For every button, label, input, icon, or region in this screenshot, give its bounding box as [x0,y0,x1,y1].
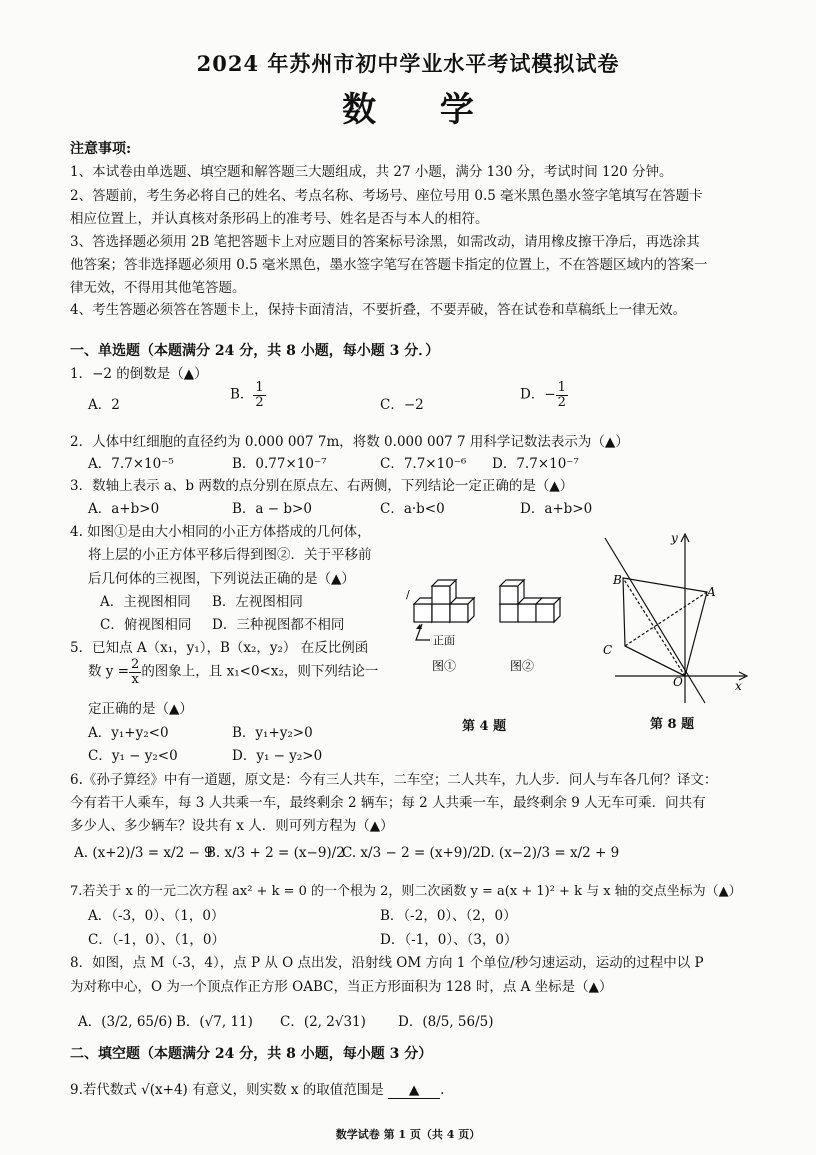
ray-om [605,538,705,703]
q6-option-c: C. x/3 − 2 = (x+9)/2 [342,845,481,861]
point-a-label: A [707,585,716,599]
figure-4-cubes [400,560,590,690]
section-heading-fill-in: 二、填空题（本题满分 24 分，共 8 小题，每小题 3 分） [70,1046,433,1062]
point-b-label: B [613,573,622,587]
answer-blank: ▲ [388,1082,440,1099]
q2-option-a: A．7.7×10⁻⁵ [88,456,174,472]
question-4-line: 4. 如图①是由大小相同的小正方体搭成的几何体， [70,524,371,540]
q5-option-b: B．y₁+y₂>0 [232,725,313,741]
figure-4-caption: 第 4 题 [462,719,507,734]
q5-option-d: D．y₁ − y₂>0 [232,748,323,764]
q8-option-d: D．(8/5, 56/5) [398,1014,494,1030]
notice-line: 1、本试卷由单选题、填空题和解答题三大题组成，共 27 小题，满分 130 分，考试时间 120 分钟。 [70,164,673,180]
q7-option-d: D．（-1，0）、（3，0） [380,932,518,948]
q4-option-a: A．主视图相同 [100,594,191,610]
origin-label: O [673,675,683,689]
q7-option-a: A．（-3，0）、（1，0） [88,908,225,924]
q1-option-c: C．−2 [380,397,424,413]
q6-option-d: D. (x−2)/3 = x/2 + 9 [480,845,620,861]
q3-option-c: C．a·b<0 [380,501,445,517]
question-8-line: 8．如图，点 M（-3，4），点 P 从 O 点出发，沿射线 OM 方向 1 个单位/秒匀速运动，运动的过程中以 P [70,955,704,971]
q1-option-d: D．− $\frac{1}{2}$ [520,380,566,410]
notice-line: 相应位置上，并认真核对条形码上的准考号、姓名是否与本人的相符。 [70,211,489,227]
q8-option-c: C．(2, 2√31) [280,1014,366,1030]
notice-line: 4、考生答题必须答在答题卡上，保持卡面清洁，不要折叠，不要弄破，答在试卷和草稿纸上一律无效。 [70,302,687,318]
question-8-line: 为对称中心，O 为一个顶点作正方形 OABC，当正方形面积为 128 时，点 A 坐标是（▲） [70,979,613,995]
y-axis-label: y [671,531,678,545]
q3-option-a: A．a+b>0 [88,501,160,517]
q1-option-a: A．2 [88,397,120,413]
q8-option-b: B．(√7, 11) [176,1014,253,1030]
question-6-line: 6.《孙子算经》中有一道题，原文是：今有三人共车，二车空；二人共车，九人步．问人与车各几何？译文： [70,772,718,788]
question-6-line: 今有若干人乘车，每 3 人共乘一车，最终剩余 2 辆车；每 2 人共乘一车，最终剩余 9 人无车可乘．问共有 [70,795,706,811]
q4-option-b: B．左视图相同 [212,594,303,610]
subject-title: 数 学 [342,90,500,130]
q5-option-a: A．y₁+y₂<0 [88,725,169,741]
q8-option-a: A．(3/2, 65/6) [78,1014,173,1030]
question-5-line: 5．已知点 A（x₁，y₁），B（x₂，y₂） 在反比例函 [70,640,369,656]
q6-option-b: B. x/3 + 2 = (x−9)/2 [206,845,345,861]
q5-option-c: C．y₁ − y₂<0 [88,748,178,764]
figure-8-caption: 第 8 题 [650,717,695,732]
square-oabc [623,578,707,676]
svg-text:/: / [406,588,410,601]
notice-line: 他答案；答非选择题必须用 0.5 毫米黑色，墨水签字笔写在答题卡指定的位置上，不在答题区域内的答案一 [70,257,708,273]
q1-option-b: B． $\frac{1}{2}$ [230,380,264,410]
question-5-line: 数 y = $\frac{2}{x}$ 的图象上，且 x₁<0<x₂，则下列结论一 [88,657,379,687]
x-axis-label: x [735,679,742,693]
notice-line: 3、答选择题必须用 2B 笔把答题卡上对应题目的答案标号涂黑，如需改动，请用橡皮擦干净后，再选涂其 [70,234,700,250]
figure-1-solid [414,580,474,622]
diagonal-ob [623,578,685,676]
q4-option-d: D．三种视图都不相同 [212,617,345,633]
q3-option-d: D．a+b>0 [520,501,593,517]
q7-option-b: B．（-2，0）、（2，0） [380,908,517,924]
page-footer: 数学试卷 第 1 页（共 4 页） [335,1128,481,1141]
figure-2-solid [500,580,560,622]
q4-option-c: C．俯视图相同 [100,617,192,633]
question-2-stem: 2．人体中红细胞的直径约为 0.000 007 7m，将数 0.000 007 7 用科学记数法表示为（▲） [70,434,629,450]
question-3-stem: 3．数轴上表示 a、b 两数的点分别在原点左、右两侧，下列结论一定正确的是（▲） [70,478,574,494]
question-6-line: 多少人、多少辆车？设共有 x 人．则可列方程为（▲） [70,818,394,834]
notice-line: 律无效，不得用其他笔答题。 [70,280,246,296]
notice-line: 2、答题前，考生务必将自己的姓名、考点名称、考场号、座位号用 0.5 毫米黑色墨水签字笔填写在答题卡 [70,188,703,204]
q7-option-c: C．（-1，0）、（1，0） [88,932,225,948]
section-heading-single-choice: 一、单选题（本题满分 24 分，共 8 小题，每小题 3 分．） [70,343,440,359]
exam-title: 2024 年苏州市初中学业水平考试模拟试卷 [196,51,620,76]
figure-2-label: 图② [510,659,535,673]
q6-option-a: A. (x+2)/3 = x/2 − 9 [74,845,213,861]
q2-option-d: D．7.7×10⁻⁷ [492,456,579,472]
front-label: 正面 [433,634,455,647]
q3-option-b: B．a − b>0 [232,501,312,517]
notice-heading: 注意事项: [70,141,132,157]
figure-8-coordinate-diagram [595,528,755,708]
question-9-stem: 9.若代数式 √(x+4) 有意义，则实数 x 的取值范围是 ▲ . [70,1082,445,1098]
q2-option-b: B．0.77×10⁻⁷ [232,456,327,472]
question-5-line: 定正确的是（▲） [88,701,193,717]
point-c-label: C [603,643,613,657]
question-4-line: 后几何体的三视图，下列说法正确的是（▲） [88,571,355,587]
q2-option-c: C．7.7×10⁻⁶ [380,456,467,472]
question-1-stem: 1．−2 的倒数是（▲） [70,366,208,382]
figure-1-label: 图① [432,659,457,673]
question-7-stem: 7.若关于 x 的一元二次方程 ax² + k = 0 的一个根为 2，则二次函数 y = a(x + 1)² + k 与 x 轴的交点坐标为（▲） [70,884,742,899]
question-4-line: 将上层的小正方体平移后得到图②．关于平移前 [88,547,372,563]
